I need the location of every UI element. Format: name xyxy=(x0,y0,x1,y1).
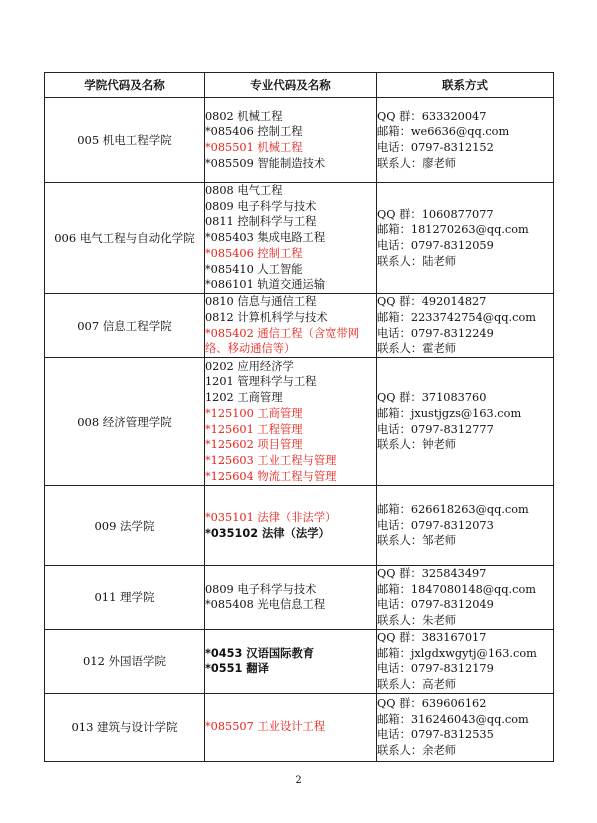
major-item: 0812 计算机科学与技术 xyxy=(205,310,328,324)
contact-line: 联系人：霍老师 xyxy=(377,342,457,356)
table-row xyxy=(45,183,554,294)
major-item: 0802 机械工程 xyxy=(205,109,283,123)
major-item: *085402 通信工程（含宽带网络、移动通信等） xyxy=(205,326,360,356)
majors-cell xyxy=(205,183,377,294)
contact-line: 电话：0797-8312179 xyxy=(377,662,494,676)
contact-cell xyxy=(377,358,554,486)
contact-line: 邮箱：jxlgdxwgytj@163.com xyxy=(377,646,537,660)
contact-line: 联系人：邹老师 xyxy=(377,534,457,548)
college-name: 011 理学院 xyxy=(45,566,205,630)
college-name: 009 法学院 xyxy=(45,486,205,566)
contact-line: QQ 群：639606162 xyxy=(377,696,487,710)
table-row xyxy=(45,98,554,183)
major-item: *0453 汉语国际教育 xyxy=(205,646,315,660)
major-item: *125601 工程管理 xyxy=(205,422,303,436)
major-item: *086101 轨道交通运输 xyxy=(205,278,326,292)
major-item: *085403 集成电路工程 xyxy=(205,231,326,245)
contact-line: 邮箱：181270263@qq.com xyxy=(377,223,529,237)
contact-line: QQ 群：371083760 xyxy=(377,391,487,405)
contact-line: 电话：0797-8312249 xyxy=(377,326,494,340)
contact-cell xyxy=(377,183,554,294)
majors-cell xyxy=(205,566,377,630)
college-name: 005 机电工程学院 xyxy=(45,98,205,183)
major-item: *035102 法律（法学） xyxy=(205,526,330,540)
contact-line: 邮箱：316246043@qq.com xyxy=(377,712,529,726)
contact-line: 电话：0797-8312049 xyxy=(377,598,494,612)
table-row xyxy=(45,566,554,630)
contact-line: QQ 群：633320047 xyxy=(377,109,487,123)
major-item: 1202 工商管理 xyxy=(205,391,283,405)
header-majors: 专业代码及名称 xyxy=(205,73,377,98)
contact-line: 邮箱：1847080148@qq.com xyxy=(377,582,536,596)
major-item: *085501 机械工程 xyxy=(205,141,303,154)
college-name: 013 建筑与设计学院 xyxy=(45,693,205,761)
college-name: 012 外国语学院 xyxy=(45,629,205,693)
table-row xyxy=(45,486,554,566)
major-item: *085507 工业设计工程 xyxy=(205,720,326,734)
major-item: *085406 控制工程 xyxy=(205,246,303,260)
major-item: *0551 翻译 xyxy=(205,662,269,676)
table-row xyxy=(45,358,554,486)
contact-line: 联系人：钟老师 xyxy=(377,438,457,452)
major-item: *125603 工业工程与管理 xyxy=(205,453,337,467)
page-number: 2 xyxy=(295,775,302,786)
header-contact: 联系方式 xyxy=(377,73,554,98)
majors-cell xyxy=(205,98,377,183)
major-item: 1201 管理科学与工程 xyxy=(205,375,317,389)
contact-line: 电话：0797-8312777 xyxy=(377,422,494,436)
contact-cell xyxy=(377,566,554,630)
table-row xyxy=(45,294,554,358)
contact-line: QQ 群：1060877077 xyxy=(377,207,494,221)
major-item: *085410 人工智能 xyxy=(205,262,303,276)
majors-cell xyxy=(205,486,377,566)
contact-line: 邮箱：2233742754@qq.com xyxy=(377,310,536,324)
contact-line: QQ 群：383167017 xyxy=(377,630,487,644)
contact-cell xyxy=(377,294,554,358)
contact-line: QQ 群：492014827 xyxy=(377,295,487,309)
major-item: 0810 信息与通信工程 xyxy=(205,295,317,309)
contact-line: 联系人：高老师 xyxy=(377,678,457,692)
contact-line: 联系人：陆老师 xyxy=(377,254,457,268)
majors-cell xyxy=(205,358,377,486)
contact-line: 邮箱：jxustjgzs@163.com xyxy=(377,406,522,420)
contact-line: 电话：0797-8312152 xyxy=(377,141,494,154)
major-item: 0811 控制科学与工程 xyxy=(205,215,317,229)
admissions-table xyxy=(44,72,554,762)
contact-line: 电话：0797-8312535 xyxy=(377,728,494,742)
contact-cell xyxy=(377,629,554,693)
college-name: 008 经济管理学院 xyxy=(45,358,205,486)
majors-cell xyxy=(205,629,377,693)
header-college: 学院代码及名称 xyxy=(45,73,205,98)
table-row xyxy=(45,693,554,761)
contact-cell xyxy=(377,693,554,761)
major-item: 0809 电子科学与技术 xyxy=(205,199,317,213)
major-item: *035101 法律（非法学） xyxy=(205,510,337,524)
contact-cell xyxy=(377,98,554,183)
major-item: *125604 物流工程与管理 xyxy=(205,469,337,483)
major-item: *085509 智能制造技术 xyxy=(205,156,326,170)
contact-line: QQ 群：325843497 xyxy=(377,567,487,580)
contact-line: 电话：0797-8312073 xyxy=(377,518,494,532)
major-item: 0808 电气工程 xyxy=(205,184,283,198)
majors-cell xyxy=(205,294,377,358)
contact-line: 联系人：朱老师 xyxy=(377,614,457,628)
major-item: *125100 工商管理 xyxy=(205,406,303,420)
contact-line: 联系人：余老师 xyxy=(377,744,457,758)
college-name: 007 信息工程学院 xyxy=(45,294,205,358)
major-item: 0809 电子科学与技术 xyxy=(205,582,317,596)
contact-line: 联系人：廖老师 xyxy=(377,156,457,170)
college-name: 006 电气工程与自动化学院 xyxy=(45,183,205,294)
contact-line: 邮箱：626618263@qq.com xyxy=(377,502,529,516)
table-row xyxy=(45,629,554,693)
major-item: *085408 光电信息工程 xyxy=(205,598,326,612)
majors-cell xyxy=(205,693,377,761)
major-item: *125602 项目管理 xyxy=(205,438,303,452)
contact-line: 邮箱：we6636@qq.com xyxy=(377,125,510,139)
contact-line: 电话：0797-8312059 xyxy=(377,239,494,252)
contact-cell xyxy=(377,486,554,566)
major-item: *085406 控制工程 xyxy=(205,125,303,139)
header-row xyxy=(45,73,554,98)
major-item: 0202 应用经济学 xyxy=(205,359,294,373)
